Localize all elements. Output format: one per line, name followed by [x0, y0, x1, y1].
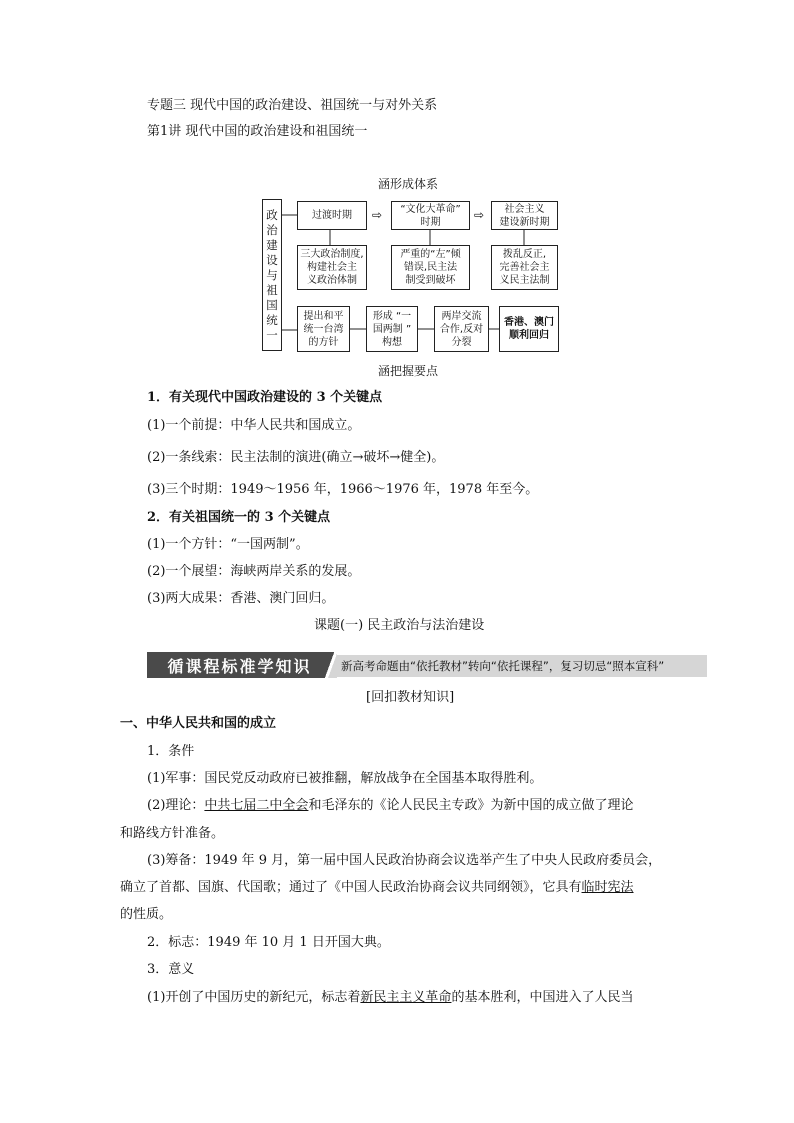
key-term: 临时宪法	[581, 880, 634, 895]
content-text: 的基本胜利，中国进入了人民当	[451, 990, 634, 1005]
point-line: (2)一个展望：海峡两岸关系的发展。	[147, 564, 361, 579]
content-text: (2)理论：	[147, 798, 205, 813]
desc-cultural-revolution: 严重的“左”倾 错误,民主法 制受到破坏	[391, 245, 470, 290]
content-text: 确立了首都、国旗、代国歌；通过了《中国人民政治协商会议共同纲领》，它具有	[120, 880, 582, 895]
subsection-heading: 1．条件	[147, 744, 195, 759]
content-line	[147, 990, 633, 1006]
side-char: 与	[266, 267, 278, 282]
hk-macau-return: 香港、澳门 顺利回归	[499, 306, 559, 352]
section-tag: [回扣教材知识]	[366, 690, 455, 705]
subsection-heading: 2．标志：1949 年 10 月 1 日开国大典。	[147, 935, 390, 950]
side-char: 国	[266, 297, 278, 312]
right-arrow-icon: ⇨	[372, 208, 383, 222]
subsection-heading: 3．意义	[147, 962, 195, 977]
side-char: 政	[266, 207, 278, 222]
section-heading: 一、中华人民共和国的成立	[120, 716, 277, 731]
side-char: 统	[266, 312, 278, 327]
content-text: 和毛泽东的《论人民民主专政》为新中国的成立做了理论	[308, 798, 634, 813]
points-heading-1: 1．有关现代中国政治建设的 3 个关键点	[147, 390, 383, 405]
content-line	[147, 798, 633, 814]
period-transition: 过渡时期	[297, 201, 367, 230]
banner-divider	[323, 652, 337, 678]
lecture-title: 第1讲 现代中国的政治建设和祖国统一	[147, 124, 368, 139]
points-heading-2: 2．有关祖国统一的 3 个关键点	[147, 510, 331, 525]
side-char: 治	[266, 222, 278, 237]
banner-title: 循课程标准学知识	[147, 652, 332, 678]
lesson-title: 课题(一) 民主政治与法治建设	[314, 618, 485, 633]
point-line: (3)两大成果：香港、澳门回归。	[147, 591, 335, 606]
desc-new-era: 拨乱反正, 完善社会主 义民主法制	[491, 245, 558, 290]
one-country-two-systems: 形成 “一 国两制 ” 构想	[366, 306, 418, 352]
point-line: (1)一个前提：中华人民共和国成立。	[147, 418, 361, 433]
content-line: (3)筹备：1949 年 9 月，第一届中国人民政治协商会议选举产生了中央人民政府委员会，	[147, 853, 662, 868]
key-term: 中共七届二中全会	[204, 798, 309, 813]
point-line: (3)三个时期：1949～1956 年，1966～1976 年，1978 年至今。	[147, 482, 539, 497]
period-cultural-revolution: “文化大革命” 时期	[391, 201, 470, 230]
unification-policy: 提出和平 统一台湾 的方针	[297, 306, 350, 352]
topic-title: 专题三 现代中国的政治建设、祖国统一与对外关系	[147, 98, 438, 113]
content-line: 的性质。	[120, 907, 173, 922]
content-text: (1)开创了中国历史的新纪元，标志着	[147, 990, 361, 1005]
desc-transition: 三大政治制度, 构建社会主 义政治体制	[297, 245, 367, 290]
point-line: (2)一条线索：民主法制的演进(确立→破坏→健全)。	[147, 450, 445, 465]
section-banner	[147, 652, 707, 678]
diagram-footer-title: 涵把握要点	[378, 364, 439, 378]
cross-strait-exchange: 两岸交流 合作,反对 分裂	[434, 306, 489, 352]
period-new-era: 社会主义 建设新时期	[491, 201, 558, 230]
point-line: (1)一个方针：“一国两制”。	[147, 537, 309, 552]
diagram-title: 涵形成体系	[378, 177, 439, 191]
right-arrow-icon: ⇨	[474, 208, 485, 222]
side-char: 一	[266, 327, 278, 342]
content-line: (1)军事：国民党反动政府已被推翻，解放战争在全国基本取得胜利。	[147, 771, 543, 786]
banner-note: 新高考命题由“依托教材”转向“依托课程”，复习切忌“照本宣科”	[325, 655, 707, 677]
side-char: 设	[266, 252, 278, 267]
key-term: 新民主主义革命	[360, 990, 452, 1005]
content-line: 和路线方针准备。	[120, 826, 225, 841]
side-char: 建	[266, 237, 278, 252]
content-line	[120, 880, 634, 896]
side-char: 祖	[266, 282, 278, 297]
